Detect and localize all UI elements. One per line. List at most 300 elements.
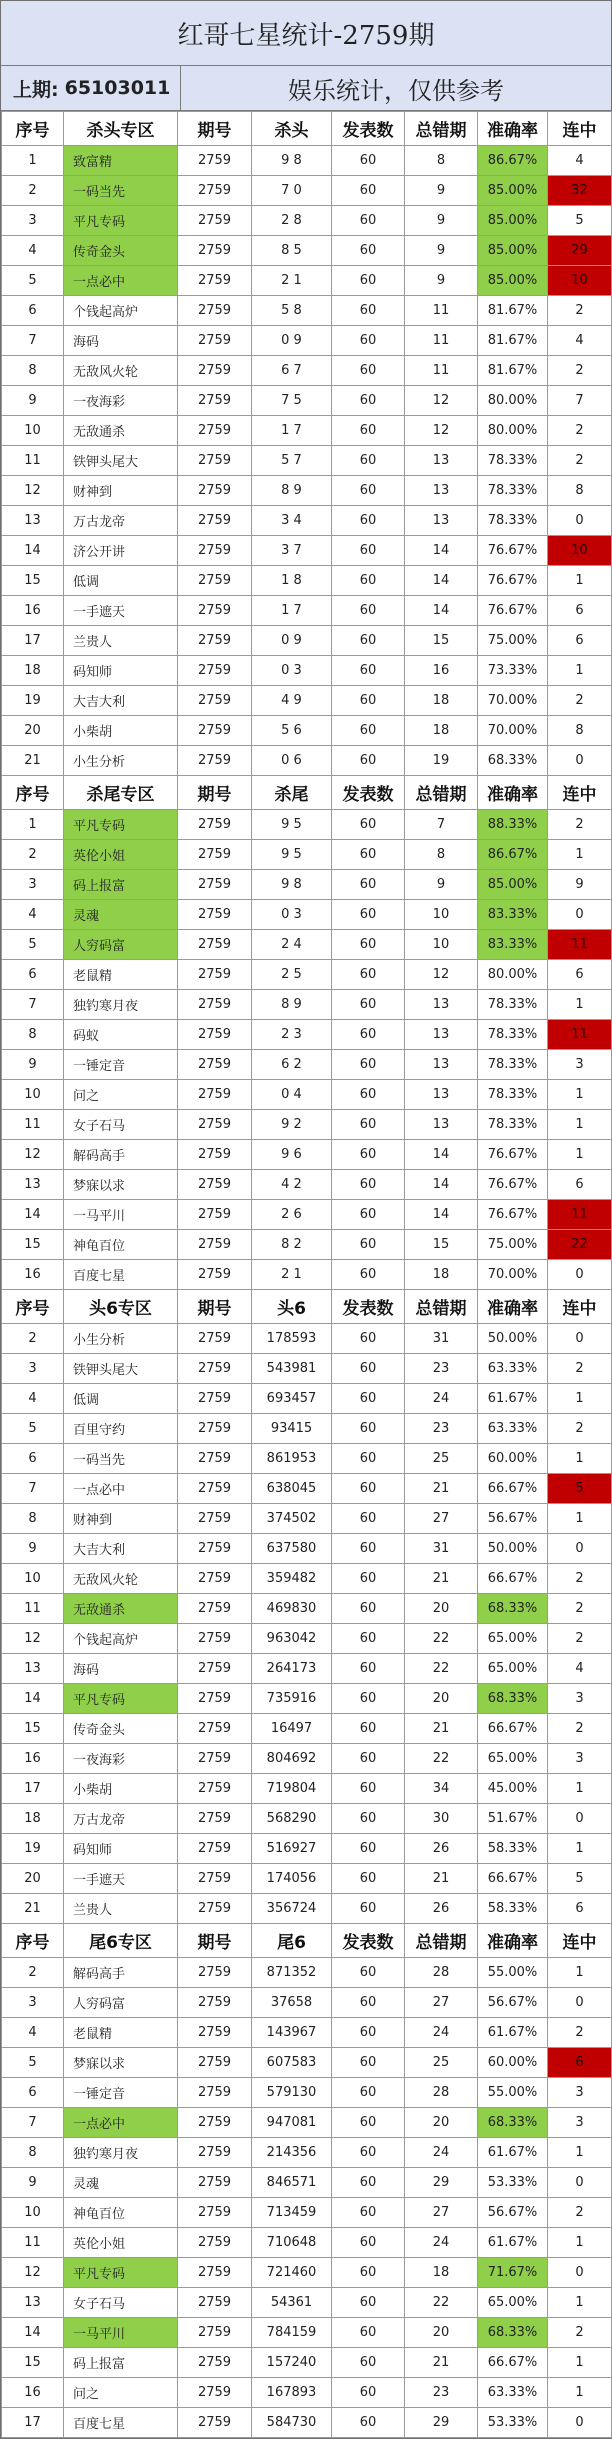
- table-row: [2, 1504, 612, 1534]
- predictor-name: 码知师: [64, 1834, 178, 1864]
- published-count: 60: [332, 2288, 405, 2318]
- accuracy-rate: 65.00%: [478, 2288, 548, 2318]
- issue-number: 2759: [178, 356, 252, 386]
- accuracy-rate: 66.67%: [478, 2348, 548, 2378]
- accuracy-rate: 70.00%: [478, 716, 548, 746]
- table-row: [2, 2258, 612, 2288]
- predictor-name: 一点必中: [64, 1474, 178, 1504]
- predictor-name: 灵魂: [64, 900, 178, 930]
- accuracy-rate: 68.33%: [478, 746, 548, 776]
- win-streak: 1: [548, 2348, 612, 2378]
- predictor-name: 个钱起高炉: [64, 1624, 178, 1654]
- accuracy-rate: 71.67%: [478, 2258, 548, 2288]
- accuracy-rate: 60.00%: [478, 1444, 548, 1474]
- total-errors: 18: [405, 686, 478, 716]
- row-index: 15: [2, 1714, 64, 1744]
- win-streak: 3: [548, 1684, 612, 1714]
- win-streak: 11: [548, 1200, 612, 1230]
- total-errors: 21: [405, 1474, 478, 1504]
- published-count: 60: [332, 1714, 405, 1744]
- win-streak: 1: [548, 566, 612, 596]
- total-errors: 23: [405, 2378, 478, 2408]
- win-streak: 2: [548, 1624, 612, 1654]
- issue-number: 2759: [178, 176, 252, 206]
- predictor-name: 问之: [64, 2378, 178, 2408]
- published-count: 60: [332, 1444, 405, 1474]
- prediction-value: 2 5: [252, 960, 332, 990]
- total-errors: 24: [405, 2138, 478, 2168]
- published-count: 60: [332, 2138, 405, 2168]
- table-row: [2, 1050, 612, 1080]
- win-streak: 8: [548, 716, 612, 746]
- predictor-name: 万古龙帝: [64, 506, 178, 536]
- total-errors: 9: [405, 870, 478, 900]
- issue-number: 2759: [178, 536, 252, 566]
- win-streak: 2: [548, 1714, 612, 1744]
- issue-number: 2759: [178, 1504, 252, 1534]
- accuracy-rate: 86.67%: [478, 146, 548, 176]
- accuracy-rate: 83.33%: [478, 900, 548, 930]
- published-count: 60: [332, 716, 405, 746]
- total-errors: 8: [405, 840, 478, 870]
- issue-number: 2759: [178, 1684, 252, 1714]
- row-index: 16: [2, 596, 64, 626]
- prediction-value: 4 2: [252, 1170, 332, 1200]
- prediction-value: 167893: [252, 2378, 332, 2408]
- table-row: [2, 2348, 612, 2378]
- total-errors: 21: [405, 1714, 478, 1744]
- issue-number: 2759: [178, 1080, 252, 1110]
- prediction-value: 157240: [252, 2348, 332, 2378]
- predictor-name: 一点必中: [64, 2108, 178, 2138]
- predictor-name: 一码当先: [64, 176, 178, 206]
- published-count: 60: [332, 1894, 405, 1924]
- accuracy-rate: 76.67%: [478, 566, 548, 596]
- prediction-value: 607583: [252, 2048, 332, 2078]
- win-streak: 1: [548, 1444, 612, 1474]
- prediction-value: 174056: [252, 1864, 332, 1894]
- header-col-errors: 总错期: [405, 112, 478, 146]
- issue-number: 2759: [178, 446, 252, 476]
- prediction-value: 693457: [252, 1384, 332, 1414]
- header-col-streak: 连中: [548, 1290, 612, 1324]
- published-count: 60: [332, 356, 405, 386]
- header-col-accuracy: 准确率: [478, 1290, 548, 1324]
- row-index: 8: [2, 1504, 64, 1534]
- accuracy-rate: 65.00%: [478, 1654, 548, 1684]
- row-index: 3: [2, 1988, 64, 2018]
- issue-number: 2759: [178, 716, 252, 746]
- prediction-value: 178593: [252, 1324, 332, 1354]
- issue-number: 2759: [178, 2228, 252, 2258]
- table-row: [2, 1714, 612, 1744]
- issue-number: 2759: [178, 566, 252, 596]
- issue-number: 2759: [178, 1384, 252, 1414]
- row-index: 13: [2, 1654, 64, 1684]
- row-index: 5: [2, 930, 64, 960]
- table-row: [2, 416, 612, 446]
- accuracy-rate: 50.00%: [478, 1324, 548, 1354]
- row-index: 18: [2, 1804, 64, 1834]
- issue-number: 2759: [178, 206, 252, 236]
- table-row: [2, 2138, 612, 2168]
- row-index: 4: [2, 1384, 64, 1414]
- accuracy-rate: 78.33%: [478, 1110, 548, 1140]
- table-row: [2, 1324, 612, 1354]
- total-errors: 22: [405, 2288, 478, 2318]
- previous-draw: [1, 66, 181, 110]
- header-col-issue: 期号: [178, 1290, 252, 1324]
- published-count: 60: [332, 1624, 405, 1654]
- total-errors: 15: [405, 626, 478, 656]
- accuracy-rate: 70.00%: [478, 1260, 548, 1290]
- row-index: 19: [2, 1834, 64, 1864]
- accuracy-rate: 66.67%: [478, 1564, 548, 1594]
- published-count: 60: [332, 506, 405, 536]
- issue-number: 2759: [178, 2138, 252, 2168]
- win-streak: 4: [548, 326, 612, 356]
- win-streak: 1: [548, 1504, 612, 1534]
- header-col-value: 头6: [252, 1290, 332, 1324]
- accuracy-rate: 81.67%: [478, 296, 548, 326]
- row-index: 5: [2, 266, 64, 296]
- accuracy-rate: 76.67%: [478, 1170, 548, 1200]
- table-row: [2, 2228, 612, 2258]
- row-index: 10: [2, 1080, 64, 1110]
- prediction-value: 2 1: [252, 1260, 332, 1290]
- header-col-errors: 总错期: [405, 1290, 478, 1324]
- predictor-name: 平凡专码: [64, 2258, 178, 2288]
- row-index: 2: [2, 1958, 64, 1988]
- header-col-value: 杀尾: [252, 776, 332, 810]
- row-index: 7: [2, 2108, 64, 2138]
- published-count: 60: [332, 656, 405, 686]
- previous-draw-value: 65103011: [64, 77, 171, 99]
- published-count: 60: [332, 1260, 405, 1290]
- predictor-name: 一手遮天: [64, 1864, 178, 1894]
- accuracy-rate: 56.67%: [478, 1504, 548, 1534]
- table-row: [2, 1384, 612, 1414]
- table-row: [2, 870, 612, 900]
- issue-number: 2759: [178, 2318, 252, 2348]
- predictor-name: 一点必中: [64, 266, 178, 296]
- table-row: [2, 596, 612, 626]
- issue-number: 2759: [178, 2348, 252, 2378]
- issue-number: 2759: [178, 810, 252, 840]
- total-errors: 28: [405, 2078, 478, 2108]
- win-streak: 2: [548, 1564, 612, 1594]
- prediction-value: 0 9: [252, 326, 332, 356]
- issue-number: 2759: [178, 1110, 252, 1140]
- prediction-value: 374502: [252, 1504, 332, 1534]
- win-streak: 10: [548, 536, 612, 566]
- predictor-name: 低调: [64, 566, 178, 596]
- row-index: 13: [2, 1170, 64, 1200]
- published-count: 60: [332, 2228, 405, 2258]
- header-col-section: 头6专区: [64, 1290, 178, 1324]
- row-index: 15: [2, 2348, 64, 2378]
- accuracy-rate: 56.67%: [478, 2198, 548, 2228]
- header-col-errors: 总错期: [405, 1924, 478, 1958]
- issue-number: 2759: [178, 656, 252, 686]
- predictor-name: 小生分析: [64, 1324, 178, 1354]
- published-count: 60: [332, 1864, 405, 1894]
- total-errors: 11: [405, 326, 478, 356]
- accuracy-rate: 61.67%: [478, 2138, 548, 2168]
- section-header-row: [2, 1290, 612, 1324]
- published-count: 60: [332, 1988, 405, 2018]
- win-streak: 2: [548, 2198, 612, 2228]
- accuracy-rate: 61.67%: [478, 2228, 548, 2258]
- row-index: 9: [2, 1534, 64, 1564]
- accuracy-rate: 68.33%: [478, 2108, 548, 2138]
- row-index: 10: [2, 416, 64, 446]
- win-streak: 1: [548, 2138, 612, 2168]
- predictor-name: 灵魂: [64, 2168, 178, 2198]
- prediction-value: 143967: [252, 2018, 332, 2048]
- row-index: 14: [2, 1200, 64, 1230]
- row-index: 8: [2, 2138, 64, 2168]
- row-index: 10: [2, 1564, 64, 1594]
- prediction-value: 713459: [252, 2198, 332, 2228]
- total-errors: 21: [405, 2348, 478, 2378]
- prediction-value: 5 6: [252, 716, 332, 746]
- total-errors: 26: [405, 1834, 478, 1864]
- total-errors: 14: [405, 536, 478, 566]
- row-index: 21: [2, 1894, 64, 1924]
- table-row: [2, 1230, 612, 1260]
- header-col-value: 杀头: [252, 112, 332, 146]
- header-col-index: 序号: [2, 776, 64, 810]
- win-streak: 10: [548, 266, 612, 296]
- total-errors: 9: [405, 176, 478, 206]
- issue-number: 2759: [178, 1170, 252, 1200]
- header-col-accuracy: 准确率: [478, 776, 548, 810]
- total-errors: 25: [405, 1444, 478, 1474]
- accuracy-rate: 66.67%: [478, 1714, 548, 1744]
- prediction-value: 5 7: [252, 446, 332, 476]
- predictor-name: 财神到: [64, 1504, 178, 1534]
- accuracy-rate: 80.00%: [478, 386, 548, 416]
- predictor-name: 万古龙帝: [64, 1804, 178, 1834]
- row-index: 3: [2, 870, 64, 900]
- predictor-name: 兰贵人: [64, 1894, 178, 1924]
- table-row: [2, 2018, 612, 2048]
- win-streak: 3: [548, 1050, 612, 1080]
- prediction-value: 9 5: [252, 810, 332, 840]
- issue-number: 2759: [178, 1020, 252, 1050]
- published-count: 60: [332, 2078, 405, 2108]
- header-col-count: 发表数: [332, 1924, 405, 1958]
- header-col-index: 序号: [2, 1290, 64, 1324]
- published-count: 60: [332, 476, 405, 506]
- row-index: 8: [2, 356, 64, 386]
- issue-number: 2759: [178, 1534, 252, 1564]
- win-streak: 2: [548, 810, 612, 840]
- header-col-section: 杀尾专区: [64, 776, 178, 810]
- row-index: 6: [2, 1444, 64, 1474]
- section-header-row: [2, 112, 612, 146]
- header-col-errors: 总错期: [405, 776, 478, 810]
- published-count: 60: [332, 1050, 405, 1080]
- header-col-accuracy: 准确率: [478, 112, 548, 146]
- accuracy-rate: 60.00%: [478, 2048, 548, 2078]
- accuracy-rate: 66.67%: [478, 1864, 548, 1894]
- total-errors: 20: [405, 2108, 478, 2138]
- prediction-value: 1 7: [252, 416, 332, 446]
- published-count: 60: [332, 1594, 405, 1624]
- table-row: [2, 2168, 612, 2198]
- win-streak: 0: [548, 1988, 612, 2018]
- table-row: [2, 1654, 612, 1684]
- predictor-name: 一锤定音: [64, 1050, 178, 1080]
- prediction-value: 3 4: [252, 506, 332, 536]
- total-errors: 24: [405, 2018, 478, 2048]
- issue-number: 2759: [178, 1714, 252, 1744]
- accuracy-rate: 68.33%: [478, 1594, 548, 1624]
- accuracy-rate: 76.67%: [478, 1200, 548, 1230]
- issue-number: 2759: [178, 2108, 252, 2138]
- total-errors: 9: [405, 266, 478, 296]
- total-errors: 23: [405, 1354, 478, 1384]
- win-streak: 0: [548, 2168, 612, 2198]
- row-index: 4: [2, 900, 64, 930]
- row-index: 17: [2, 1774, 64, 1804]
- total-errors: 9: [405, 236, 478, 266]
- issue-number: 2759: [178, 1804, 252, 1834]
- table-row: [2, 2288, 612, 2318]
- table-row: [2, 1774, 612, 1804]
- published-count: 60: [332, 266, 405, 296]
- predictor-name: 一马平川: [64, 2318, 178, 2348]
- accuracy-rate: 61.67%: [478, 1384, 548, 1414]
- issue-number: 2759: [178, 1230, 252, 1260]
- predictor-name: 济公开讲: [64, 536, 178, 566]
- row-index: 11: [2, 1594, 64, 1624]
- total-errors: 14: [405, 1200, 478, 1230]
- accuracy-rate: 85.00%: [478, 176, 548, 206]
- total-errors: 12: [405, 960, 478, 990]
- published-count: 60: [332, 2048, 405, 2078]
- total-errors: 29: [405, 2168, 478, 2198]
- table-row: [2, 476, 612, 506]
- accuracy-rate: 63.33%: [478, 1354, 548, 1384]
- predictor-name: 大吉大利: [64, 686, 178, 716]
- row-index: 17: [2, 2408, 64, 2438]
- prediction-value: 2 6: [252, 1200, 332, 1230]
- win-streak: 11: [548, 1020, 612, 1050]
- win-streak: 2: [548, 1594, 612, 1624]
- total-errors: 27: [405, 1504, 478, 1534]
- win-streak: 0: [548, 1260, 612, 1290]
- accuracy-rate: 88.33%: [478, 810, 548, 840]
- row-index: 2: [2, 176, 64, 206]
- published-count: 60: [332, 1774, 405, 1804]
- prediction-value: 93415: [252, 1414, 332, 1444]
- total-errors: 13: [405, 1050, 478, 1080]
- row-index: 20: [2, 716, 64, 746]
- published-count: 60: [332, 1744, 405, 1774]
- total-errors: 29: [405, 2408, 478, 2438]
- prediction-value: 584730: [252, 2408, 332, 2438]
- published-count: 60: [332, 2108, 405, 2138]
- header-col-value: 尾6: [252, 1924, 332, 1958]
- prediction-value: 579130: [252, 2078, 332, 2108]
- issue-number: 2759: [178, 2198, 252, 2228]
- win-streak: 6: [548, 626, 612, 656]
- win-streak: 2: [548, 1354, 612, 1384]
- win-streak: 22: [548, 1230, 612, 1260]
- accuracy-rate: 76.67%: [478, 596, 548, 626]
- prediction-value: 214356: [252, 2138, 332, 2168]
- published-count: 60: [332, 416, 405, 446]
- row-index: 6: [2, 2078, 64, 2108]
- total-errors: 22: [405, 1654, 478, 1684]
- table-row: [2, 1744, 612, 1774]
- accuracy-rate: 73.33%: [478, 656, 548, 686]
- accuracy-rate: 78.33%: [478, 1050, 548, 1080]
- total-errors: 28: [405, 1958, 478, 1988]
- prediction-value: 637580: [252, 1534, 332, 1564]
- total-errors: 26: [405, 1894, 478, 1924]
- prediction-value: 0 6: [252, 746, 332, 776]
- row-index: 3: [2, 206, 64, 236]
- issue-number: 2759: [178, 296, 252, 326]
- accuracy-rate: 80.00%: [478, 416, 548, 446]
- issue-number: 2759: [178, 1354, 252, 1384]
- win-streak: 1: [548, 1384, 612, 1414]
- prediction-value: 1 7: [252, 596, 332, 626]
- issue-number: 2759: [178, 626, 252, 656]
- issue-number: 2759: [178, 1894, 252, 1924]
- row-index: 12: [2, 476, 64, 506]
- total-errors: 14: [405, 566, 478, 596]
- row-index: 16: [2, 1744, 64, 1774]
- total-errors: 18: [405, 716, 478, 746]
- issue-number: 2759: [178, 1260, 252, 1290]
- stats-table-body: [2, 112, 612, 2438]
- info-bar: [1, 66, 611, 111]
- table-row: [2, 900, 612, 930]
- total-errors: 14: [405, 1170, 478, 1200]
- issue-number: 2759: [178, 386, 252, 416]
- prediction-value: 846571: [252, 2168, 332, 2198]
- issue-number: 2759: [178, 1324, 252, 1354]
- total-errors: 21: [405, 1864, 478, 1894]
- prediction-value: 9 2: [252, 1110, 332, 1140]
- table-row: [2, 2078, 612, 2108]
- table-row: [2, 1804, 612, 1834]
- predictor-name: 传奇金头: [64, 1714, 178, 1744]
- accuracy-rate: 58.33%: [478, 1894, 548, 1924]
- issue-number: 2759: [178, 930, 252, 960]
- win-streak: 5: [548, 206, 612, 236]
- accuracy-rate: 68.33%: [478, 1684, 548, 1714]
- issue-number: 2759: [178, 870, 252, 900]
- row-index: 12: [2, 1624, 64, 1654]
- published-count: 60: [332, 1110, 405, 1140]
- issue-number: 2759: [178, 1624, 252, 1654]
- accuracy-rate: 55.00%: [478, 1958, 548, 1988]
- win-streak: 6: [548, 1894, 612, 1924]
- total-errors: 8: [405, 146, 478, 176]
- table-row: [2, 296, 612, 326]
- table-row: [2, 236, 612, 266]
- table-row: [2, 1564, 612, 1594]
- total-errors: 31: [405, 1324, 478, 1354]
- row-index: 9: [2, 2168, 64, 2198]
- published-count: 60: [332, 810, 405, 840]
